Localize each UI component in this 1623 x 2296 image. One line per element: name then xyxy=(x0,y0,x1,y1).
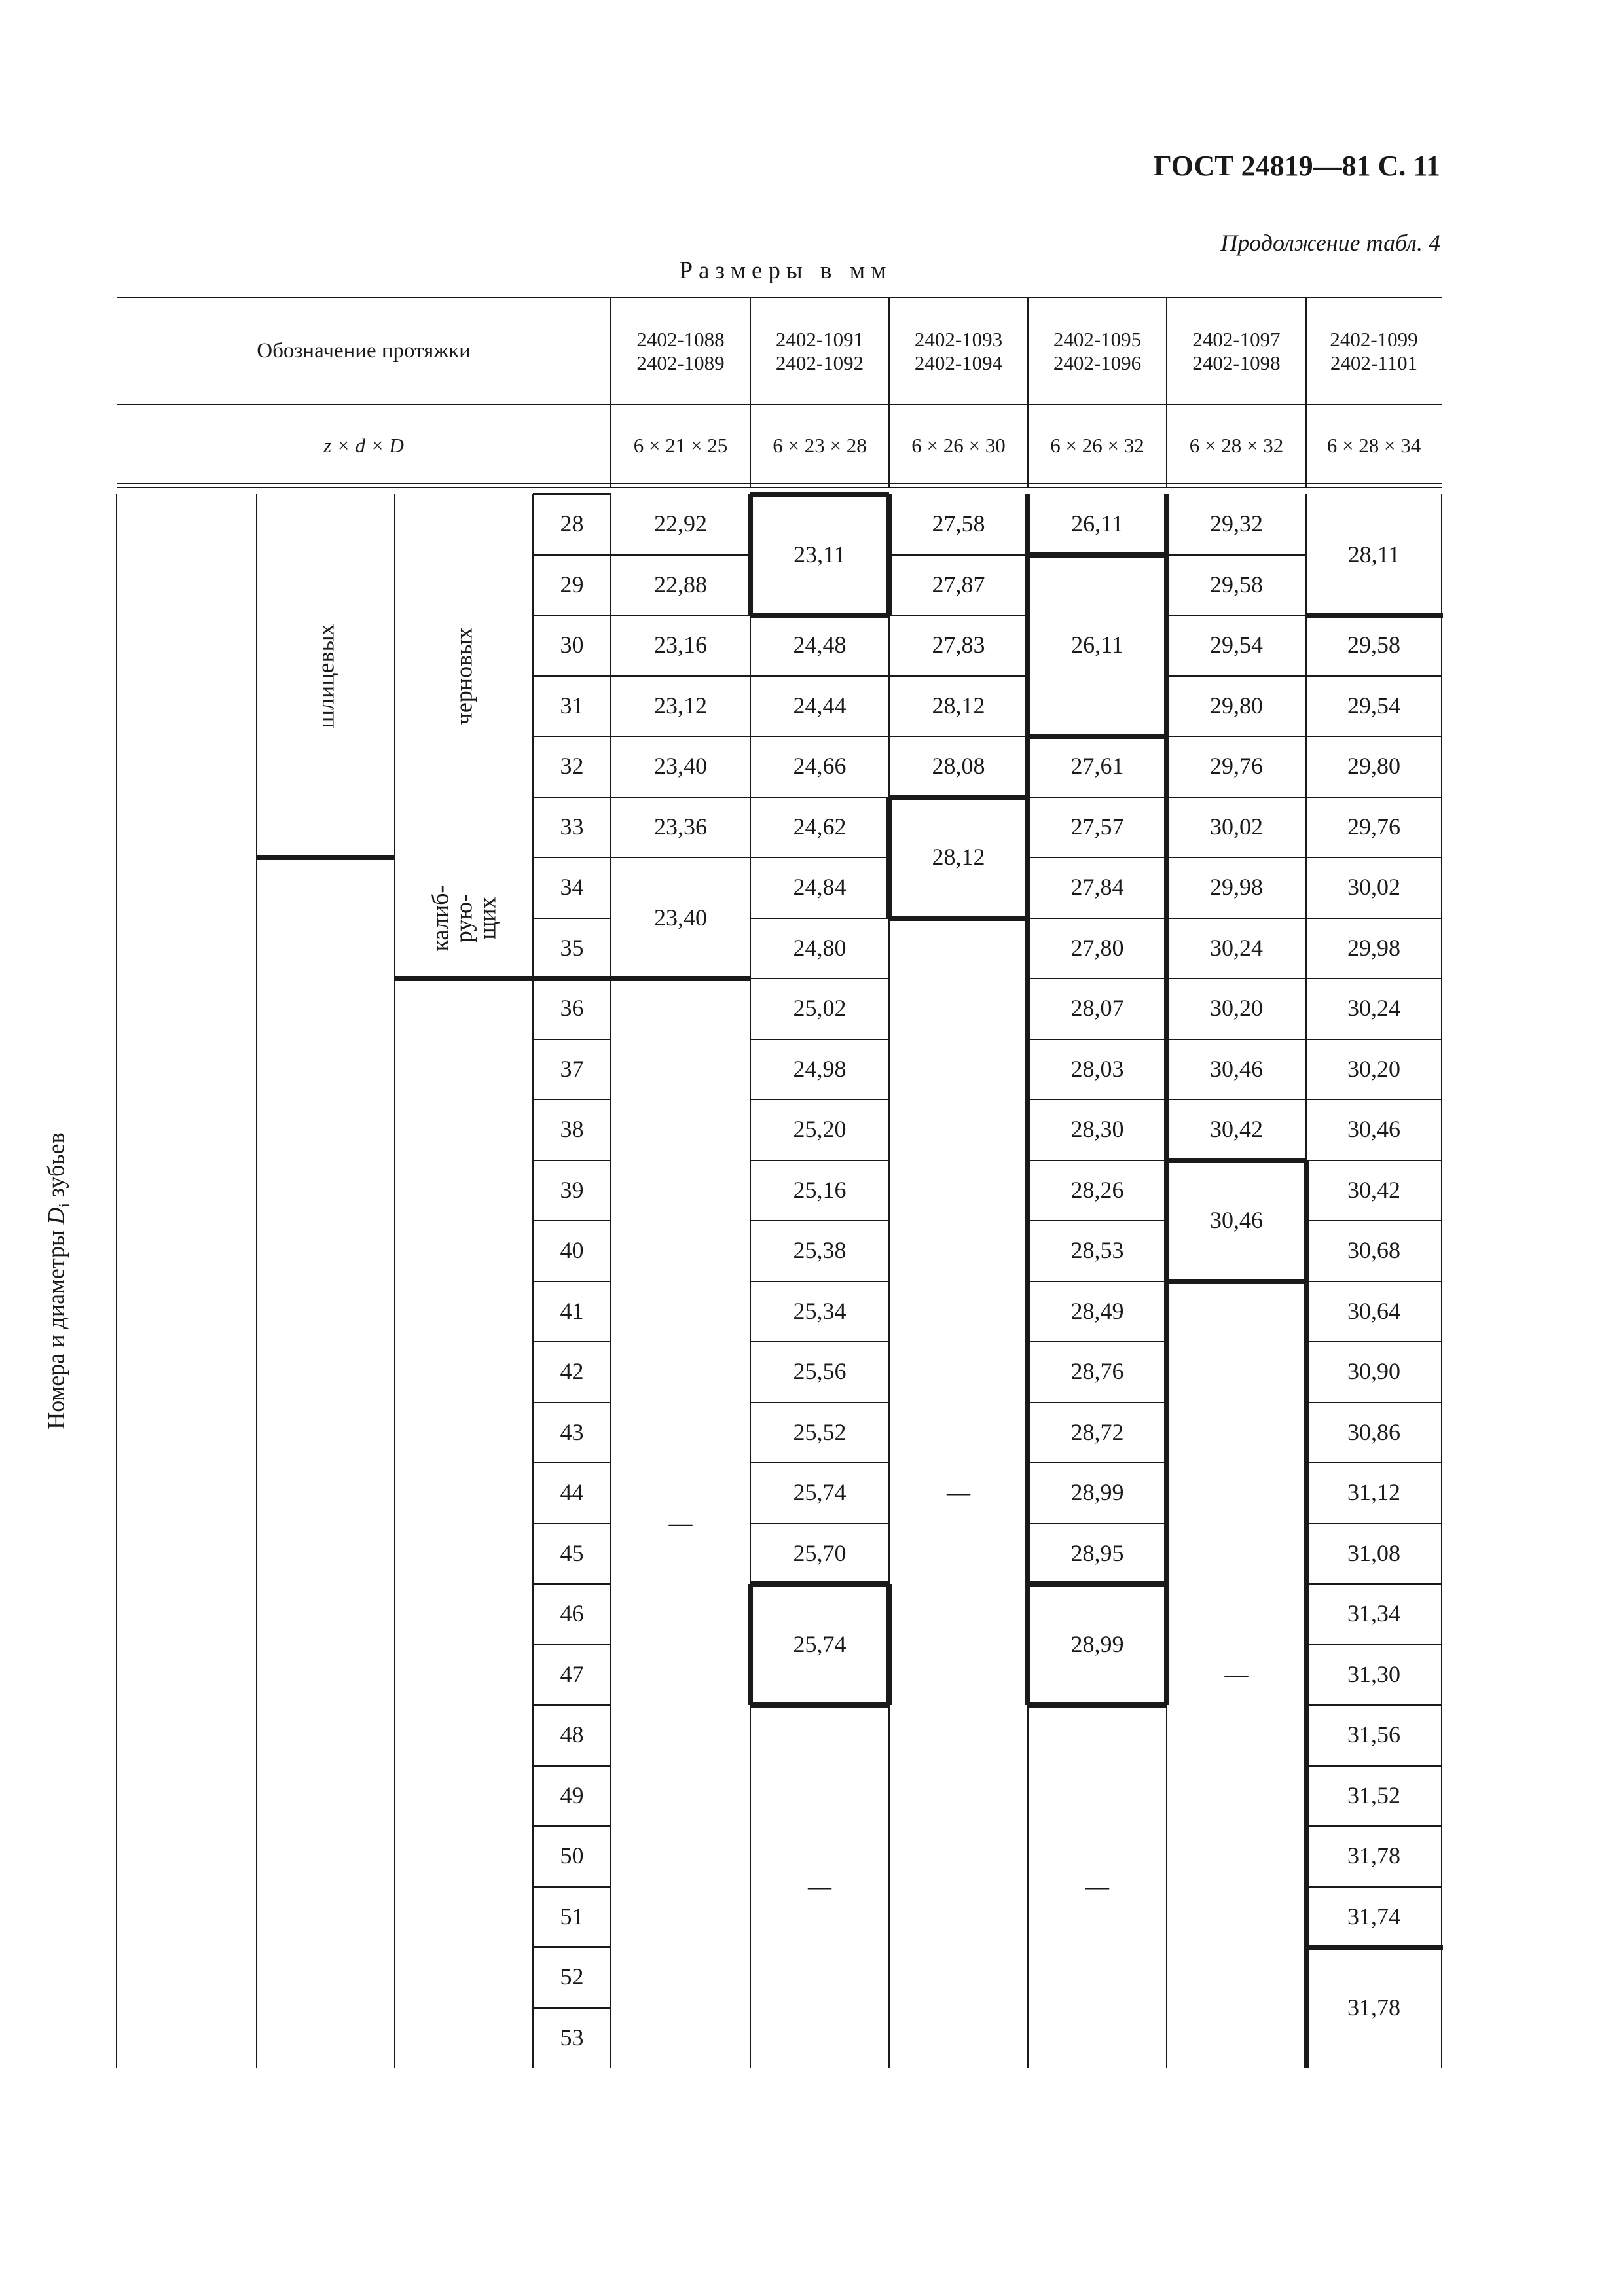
value-cell: 25,02 xyxy=(793,995,847,1022)
value-cell: 27,84 xyxy=(1070,874,1124,901)
group-label-rough: черновых xyxy=(450,627,477,725)
vertical-rule xyxy=(1164,1160,1169,1282)
value-cell: 25,52 xyxy=(793,1418,847,1445)
tooth-number: 44 xyxy=(560,1479,584,1506)
column-size-header: 6 × 28 × 34 xyxy=(1326,434,1421,457)
value-cell: 23,40 xyxy=(654,753,707,780)
value-cell: 29,98 xyxy=(1347,934,1400,961)
value-cell: 25,34 xyxy=(793,1297,847,1324)
value-cell: 28,95 xyxy=(1070,1539,1124,1566)
value-cell: 25,20 xyxy=(793,1116,847,1143)
size-formula-header: z × d × D xyxy=(323,434,404,457)
value-cell: 28,07 xyxy=(1070,995,1124,1022)
group-label-calibrating: калиб- рую- щих xyxy=(427,885,501,951)
tooth-number: 33 xyxy=(560,813,584,840)
tooth-number: 41 xyxy=(560,1297,584,1324)
tooth-number: 32 xyxy=(560,753,584,780)
value-cell: 31,78 xyxy=(1347,1994,1400,2020)
value-cell: 31,52 xyxy=(1347,1782,1400,1808)
value-cell: 30,02 xyxy=(1347,874,1400,901)
column-size-header: 6 × 21 × 25 xyxy=(633,434,728,457)
value-cell: 25,74 xyxy=(793,1479,847,1506)
column-code-header xyxy=(611,298,750,404)
broach-code: 2402-1099 xyxy=(1330,327,1418,351)
value-cell: 30,42 xyxy=(1210,1116,1263,1143)
horizontal-rule xyxy=(1028,1702,1167,1708)
tooth-number: 50 xyxy=(560,1842,584,1869)
tooth-number: 47 xyxy=(560,1660,584,1687)
value-cell: 22,92 xyxy=(654,511,707,537)
tooth-number: 34 xyxy=(560,874,584,901)
tooth-number: 39 xyxy=(560,1176,584,1203)
value-cell: 27,80 xyxy=(1070,934,1124,961)
tooth-number: 31 xyxy=(560,692,584,719)
vertical-rule xyxy=(1164,494,1169,1160)
column-code-header xyxy=(889,298,1028,404)
column-code-header xyxy=(1167,298,1306,404)
value-cell: 28,49 xyxy=(1070,1297,1124,1324)
tooth-number: 51 xyxy=(560,1903,584,1929)
value-cell: 30,64 xyxy=(1347,1297,1400,1324)
value-cell: 27,58 xyxy=(932,511,985,537)
value-cell: 24,48 xyxy=(793,632,847,658)
horizontal-rule xyxy=(889,916,1028,921)
tooth-number: 52 xyxy=(560,1964,584,1990)
value-cell: 27,87 xyxy=(932,571,985,598)
value-cell: 29,32 xyxy=(1210,511,1263,537)
tooth-number: 42 xyxy=(560,1358,584,1385)
horizontal-rule xyxy=(1306,1945,1443,1950)
value-cell: 25,56 xyxy=(793,1358,847,1385)
broach-code: 2402-1098 xyxy=(1192,351,1281,374)
value-cell: 29,58 xyxy=(1210,571,1263,598)
designation-header: Обозначение протяжки xyxy=(257,339,471,363)
broach-code: 2402-1097 xyxy=(1192,327,1281,351)
horizontal-rule xyxy=(750,613,889,618)
value-cell: 31,12 xyxy=(1347,1479,1400,1506)
tooth-number: 37 xyxy=(560,1055,584,1082)
vertical-rule xyxy=(748,494,753,615)
horizontal-rule xyxy=(750,1581,889,1587)
value-cell: 29,80 xyxy=(1347,753,1400,780)
value-cell: 28,53 xyxy=(1070,1237,1124,1264)
value-cell: 31,74 xyxy=(1347,1903,1400,1929)
value-cell: 26,11 xyxy=(1071,632,1123,658)
horizontal-rule xyxy=(1028,552,1167,558)
value-cell: 29,54 xyxy=(1347,692,1400,719)
value-cell: 25,74 xyxy=(793,1630,847,1657)
value-cell: 22,88 xyxy=(654,571,707,598)
horizontal-rule xyxy=(750,492,889,497)
value-cell: 29,76 xyxy=(1347,813,1400,840)
vertical-rule xyxy=(1025,736,1030,1584)
broach-code: 2402-1089 xyxy=(636,351,725,374)
horizontal-rule xyxy=(750,1702,889,1708)
tooth-number: 53 xyxy=(560,2024,584,2051)
tooth-number: 48 xyxy=(560,1721,584,1748)
value-cell: 29,80 xyxy=(1210,692,1263,719)
value-cell: 31,08 xyxy=(1347,1539,1400,1566)
units-note: Размеры в мм xyxy=(679,257,892,284)
value-cell: 31,30 xyxy=(1347,1660,1400,1687)
horizontal-rule xyxy=(1028,734,1167,739)
vertical-rule xyxy=(1304,1282,1309,2069)
vertical-rule xyxy=(1025,555,1030,737)
value-cell: 25,70 xyxy=(793,1539,847,1566)
horizontal-rule xyxy=(1167,1279,1306,1284)
horizontal-rule xyxy=(1167,1158,1306,1163)
tooth-number: 45 xyxy=(560,1539,584,1566)
value-cell: 23,40 xyxy=(654,904,707,931)
value-cell: — xyxy=(1224,1660,1249,1687)
value-cell: 29,76 xyxy=(1210,753,1263,780)
value-cell: — xyxy=(668,1509,693,1536)
value-cell: 30,20 xyxy=(1210,995,1263,1022)
value-cell: 25,38 xyxy=(793,1237,847,1264)
value-cell: 28,26 xyxy=(1070,1176,1124,1203)
value-cell: 28,76 xyxy=(1070,1358,1124,1385)
value-cell: 24,84 xyxy=(793,874,847,901)
value-cell: 28,72 xyxy=(1070,1418,1124,1445)
value-cell: 26,11 xyxy=(1071,511,1123,537)
tooth-number: 49 xyxy=(560,1782,584,1808)
value-cell: 30,68 xyxy=(1347,1237,1400,1264)
horizontal-rule xyxy=(611,976,750,981)
tooth-number: 40 xyxy=(560,1237,584,1264)
value-cell: 24,98 xyxy=(793,1055,847,1082)
axis-label: Номера и диаметры $D_i$ зубьев xyxy=(43,1132,74,1430)
value-cell: 30,90 xyxy=(1347,1358,1400,1385)
value-cell: — xyxy=(808,1873,831,1899)
value-cell: 25,16 xyxy=(793,1176,847,1203)
tooth-number: 38 xyxy=(560,1116,584,1143)
horizontal-rule xyxy=(1028,1581,1167,1587)
tooth-number: 43 xyxy=(560,1418,584,1445)
value-cell: 30,42 xyxy=(1347,1176,1400,1203)
column-size-header: 6 × 23 × 28 xyxy=(773,434,867,457)
horizontal-rule xyxy=(1306,613,1443,618)
page-header: ГОСТ 24819—81 С. 11 xyxy=(1153,150,1440,182)
broach-code: 2402-1096 xyxy=(1053,351,1142,374)
vertical-rule xyxy=(1025,494,1030,555)
value-cell: 28,11 xyxy=(1347,541,1400,567)
value-cell: 30,02 xyxy=(1210,813,1263,840)
column-size-header: 6 × 28 × 32 xyxy=(1189,434,1284,457)
tooth-number: 46 xyxy=(560,1600,584,1627)
value-cell: 27,57 xyxy=(1070,813,1124,840)
value-cell: 30,20 xyxy=(1347,1055,1400,1082)
value-cell: 28,08 xyxy=(932,753,985,780)
value-cell: 30,24 xyxy=(1210,934,1263,961)
tooth-number: 29 xyxy=(560,571,584,598)
value-cell: 31,56 xyxy=(1347,1721,1400,1748)
value-cell: 28,99 xyxy=(1070,1630,1124,1657)
value-cell: 29,54 xyxy=(1210,632,1263,658)
column-code-header xyxy=(1028,298,1167,404)
value-cell: — xyxy=(947,1479,970,1506)
value-cell: 28,12 xyxy=(932,692,985,719)
column-size-header: 6 × 26 × 32 xyxy=(1050,434,1144,457)
vertical-rule xyxy=(748,1584,753,1705)
value-cell: 23,36 xyxy=(654,813,707,840)
value-cell: 27,61 xyxy=(1070,753,1124,780)
tooth-number: 35 xyxy=(560,934,584,961)
broach-code: 2402-1093 xyxy=(914,327,1003,351)
broach-code: 2402-1101 xyxy=(1330,351,1418,374)
value-cell: 30,46 xyxy=(1347,1116,1400,1143)
value-cell: 29,58 xyxy=(1347,632,1400,658)
vertical-rule xyxy=(886,797,892,918)
value-cell: 23,12 xyxy=(654,692,707,719)
broach-code: 2402-1092 xyxy=(775,351,864,374)
value-cell: 30,46 xyxy=(1210,1055,1263,1082)
value-cell: 28,03 xyxy=(1070,1055,1124,1082)
value-cell: — xyxy=(1085,1873,1109,1899)
value-cell: 30,24 xyxy=(1347,995,1400,1022)
tooth-number: 36 xyxy=(560,995,584,1022)
value-cell: 27,83 xyxy=(932,632,985,658)
value-cell: 23,16 xyxy=(654,632,707,658)
broach-code: 2402-1095 xyxy=(1053,327,1142,351)
value-cell: 24,66 xyxy=(793,753,847,780)
value-cell: 23,11 xyxy=(793,541,846,567)
value-cell: 24,44 xyxy=(793,692,847,719)
value-cell: 31,34 xyxy=(1347,1600,1400,1627)
tooth-number: 28 xyxy=(560,511,584,537)
table-continuation-note: Продолжение табл. 4 xyxy=(1220,230,1440,256)
group-label-spline: шлицевых xyxy=(312,623,339,728)
value-cell: 24,80 xyxy=(793,934,847,961)
broach-code: 2402-1094 xyxy=(914,351,1003,374)
value-cell: 28,99 xyxy=(1070,1479,1124,1506)
column-size-header: 6 × 26 × 30 xyxy=(911,434,1006,457)
broach-code: 2402-1091 xyxy=(775,327,864,351)
horizontal-rule xyxy=(889,795,1028,800)
value-cell: 30,86 xyxy=(1347,1418,1400,1445)
tooth-number: 30 xyxy=(560,632,584,658)
broach-code: 2402-1088 xyxy=(636,327,725,351)
value-cell: 28,12 xyxy=(932,844,985,870)
vertical-rule xyxy=(886,494,892,615)
value-cell: 29,98 xyxy=(1210,874,1263,901)
value-cell: 24,62 xyxy=(793,813,847,840)
column-code-header xyxy=(1306,298,1442,404)
value-cell: 28,30 xyxy=(1070,1116,1124,1143)
value-cell: 30,46 xyxy=(1210,1207,1263,1234)
value-cell: 31,78 xyxy=(1347,1842,1400,1869)
column-code-header xyxy=(750,298,889,404)
vertical-rule xyxy=(1025,1584,1030,1705)
